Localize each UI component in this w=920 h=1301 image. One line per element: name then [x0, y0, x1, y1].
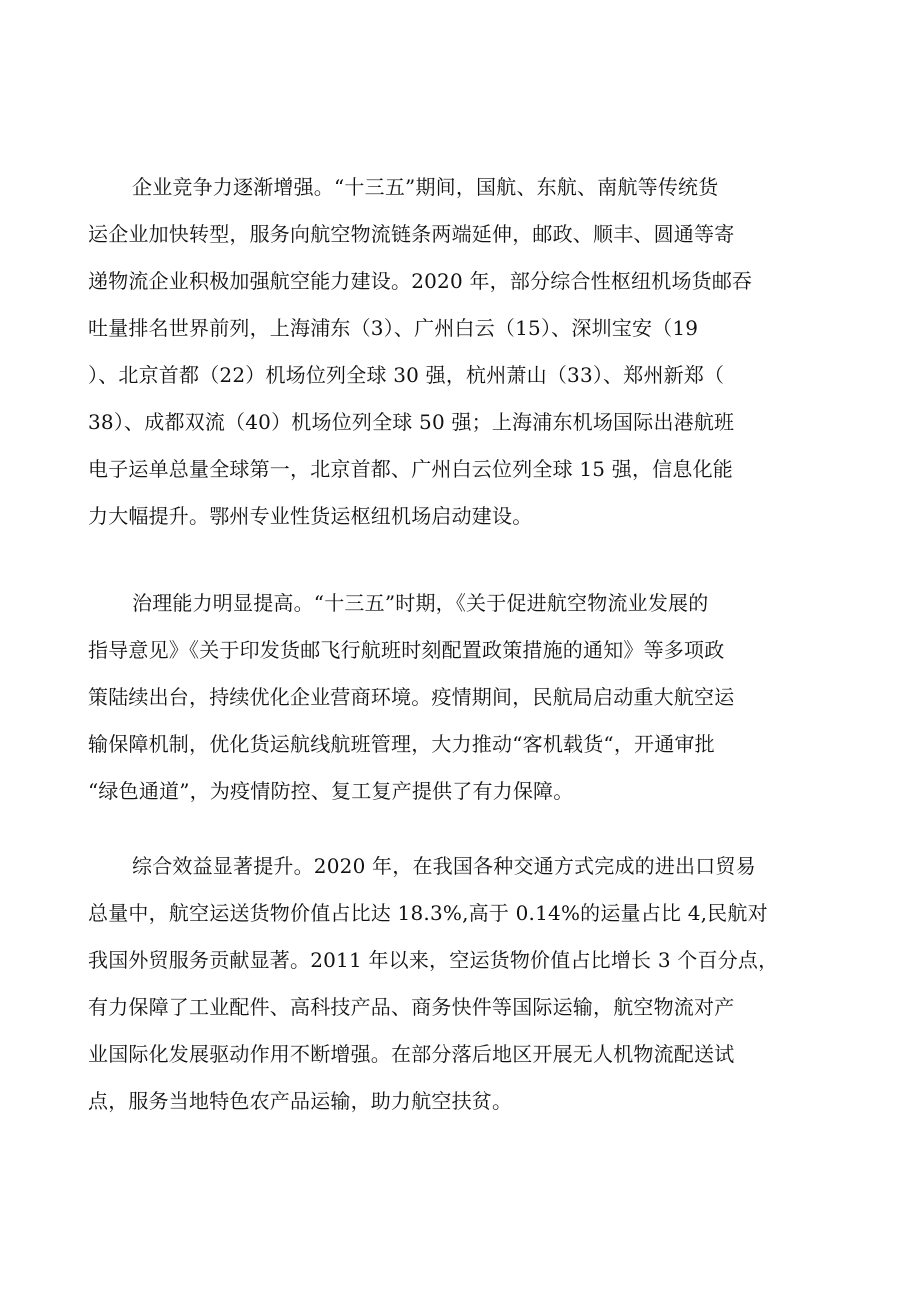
text-line: 策陆续出台，持续优化企业营商环境。疫情期间，民航局启动重大航空运: [88, 685, 735, 709]
text-line: 指导意见》《关于印发货邮飞行航班时刻配置政策措施的通知》等多项政: [88, 638, 725, 662]
text-line: 综合效益显著提升。2020 年，在我国各种交通方式完成的进出口贸易: [132, 854, 756, 878]
text-line: 总量中，航空运送货物价值占比达 18.3%,高于 0.14%的运量占比 4,民航对: [88, 901, 768, 925]
paragraph-comprehensive-benefits: [88, 843, 828, 1125]
paragraph-governance-capability: [88, 580, 828, 815]
text-line: 递物流企业积极加强航空能力建设。2020 年，部分综合性枢纽机场货邮吞: [88, 269, 753, 293]
text-line: 电子运单总量全球第一，北京首都、广州白云位列全球 15 强，信息化能: [88, 457, 733, 481]
text-line: 38）、成都双流（40）机场位列全球 50 强；上海浦东机场国际出港航班: [88, 410, 735, 434]
text-line: 我国外贸服务贡献显著。2011 年以来，空运货物价值占比增长 3 个百分点，: [88, 948, 779, 972]
text-line: 运企业加快转型，服务向航空物流链条两端延伸，邮政、顺丰、圆通等寄: [88, 222, 735, 246]
text-line: “绿色通道”，为疫情防控、复工复产提供了有力保障。: [88, 779, 574, 803]
text-line: 输保障机制，优化货运航线航班管理，大力推动“客机载货“，开通审批: [88, 732, 715, 756]
text-line: 业国际化发展驱动作用不断增强。在部分落后地区开展无人机物流配送试: [88, 1042, 735, 1066]
paragraph-enterprise-competitiveness: [88, 164, 828, 540]
text-line: ）、北京首都（22）机场位列全球 30 强，杭州萧山（33）、郑州新郑（: [88, 363, 725, 387]
text-line: 治理能力明显提高。“十三五”时期，《关于促进航空物流业发展的: [132, 591, 709, 615]
text-line: 点，服务当地特色农产品运输，助力航空扶贫。: [88, 1089, 513, 1113]
text-line: 力大幅提升。鄂州专业性货运枢纽机场启动建设。: [88, 504, 533, 528]
text-line: 企业竞争力逐渐增强。“十三五”期间，国航、东航、南航等传统货: [132, 175, 719, 199]
text-line: 有力保障了工业配件、高科技产品、商务快件等国际运输，航空物流对产: [88, 995, 735, 1019]
text-line: 吐量排名世界前列，上海浦东（3）、广州白云（15）、深圳宝安（19: [88, 316, 699, 340]
